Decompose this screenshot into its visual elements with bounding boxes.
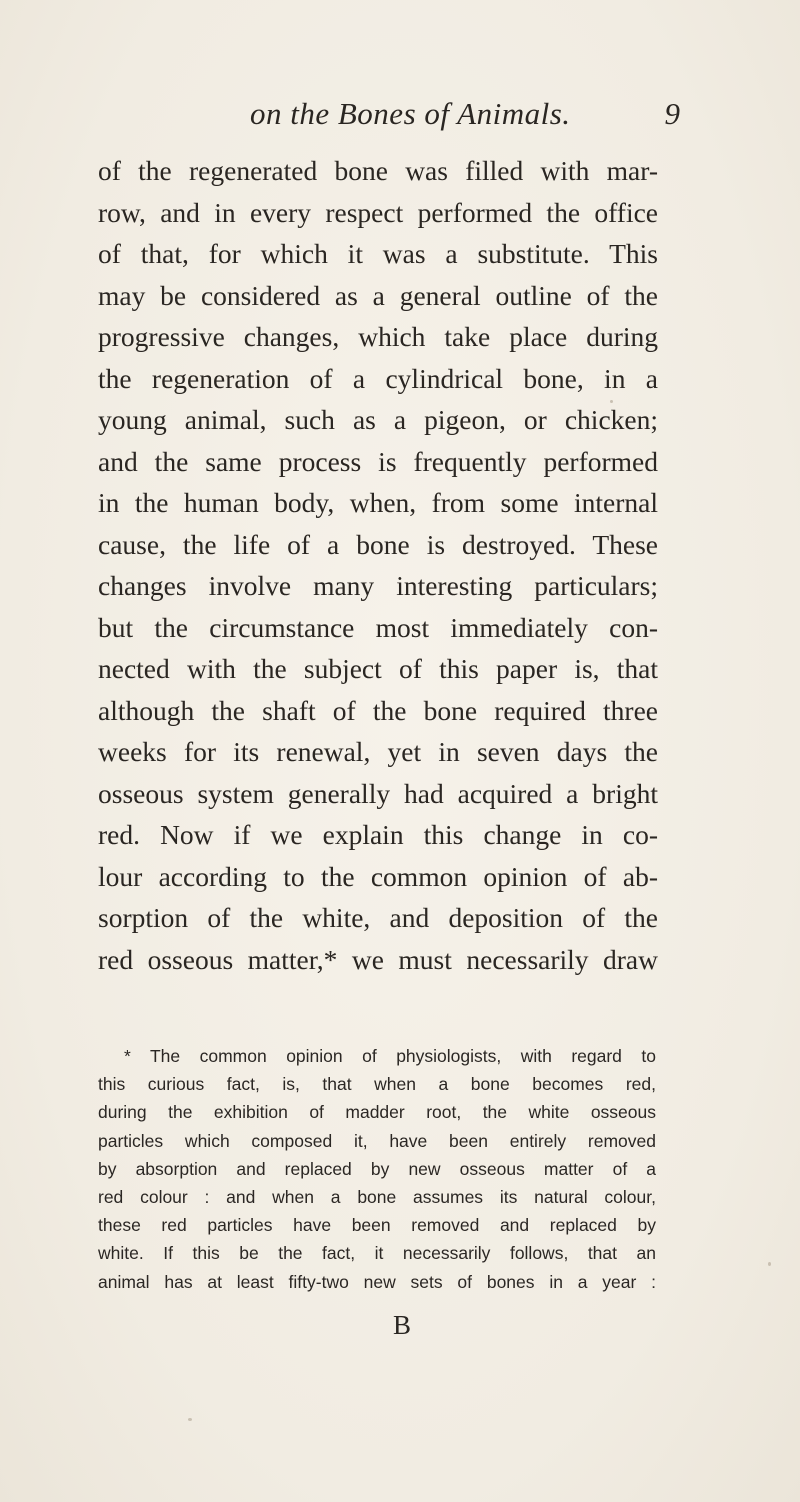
body-line: but the circumstance most immediately con- [98, 611, 658, 643]
signature-mark: B [393, 1310, 412, 1340]
body-line: in the human body, when, from some internal [98, 487, 658, 518]
footnote-line: this curious fact, is, that when a bone becomes red, [98, 1074, 656, 1095]
body-line: young animal, such as a pigeon, or chicken; [98, 404, 658, 435]
body-line: the regeneration of a cylindrical bone, in a [98, 362, 658, 394]
body-line: red. Now if we explain this change in co- [98, 819, 658, 850]
body-line: progressive changes, which take place during [98, 321, 658, 352]
paper-speck [768, 1262, 771, 1266]
paper-speck [188, 1418, 192, 1421]
footnote [98, 1042, 656, 1296]
page-number: 9 [664, 96, 680, 131]
body-line: and the same process is frequently performed [98, 445, 658, 477]
body-line: row, and in every respect performed the office [98, 196, 658, 228]
body-line: red osseous matter,* we must necessarily draw [98, 943, 658, 975]
footnote-line: red colour : and when a bone assumes its natural colour, [98, 1186, 656, 1207]
footnote-line: these red particles have been removed and replaced by [98, 1215, 656, 1236]
body-line: osseous system generally had acquired a bright [98, 777, 658, 809]
body-line: of the regenerated bone was filled with mar- [98, 155, 658, 186]
body-line: sorption of the white, and deposition of the [98, 902, 658, 933]
running-head [250, 96, 680, 140]
paper-speck [610, 400, 613, 403]
body-text [98, 150, 658, 980]
body-line: of that, for which it was a substitute. This [98, 238, 658, 269]
body-line: nected with the subject of this paper is, that [98, 653, 658, 684]
footnote-line: during the exhibition of madder root, the white osseous [98, 1102, 656, 1123]
body-line: changes involve many interesting particulars; [98, 570, 658, 601]
running-title: on the Bones of Animals. [250, 96, 571, 131]
body-line: cause, the life of a bone is destroyed. These [98, 528, 658, 560]
footnote-line: particles which composed it, have been entirely removed [98, 1130, 656, 1151]
footnote-line: animal has at least fifty-two new sets of bones in a year : [98, 1271, 656, 1292]
body-line: weeks for its renewal, yet in seven days the [98, 736, 658, 767]
footnote-line: white. If this be the fact, it necessarily follows, that an [98, 1243, 656, 1264]
body-line: may be considered as a general outline of the [98, 279, 658, 311]
body-line: although the shaft of the bone required three [98, 694, 658, 726]
body-line: lour according to the common opinion of ab- [98, 860, 658, 892]
footnote-line: by absorption and replaced by new osseous matter of a [98, 1158, 656, 1179]
footnote-line: * The common opinion of physiologists, with regard to [124, 1046, 656, 1066]
